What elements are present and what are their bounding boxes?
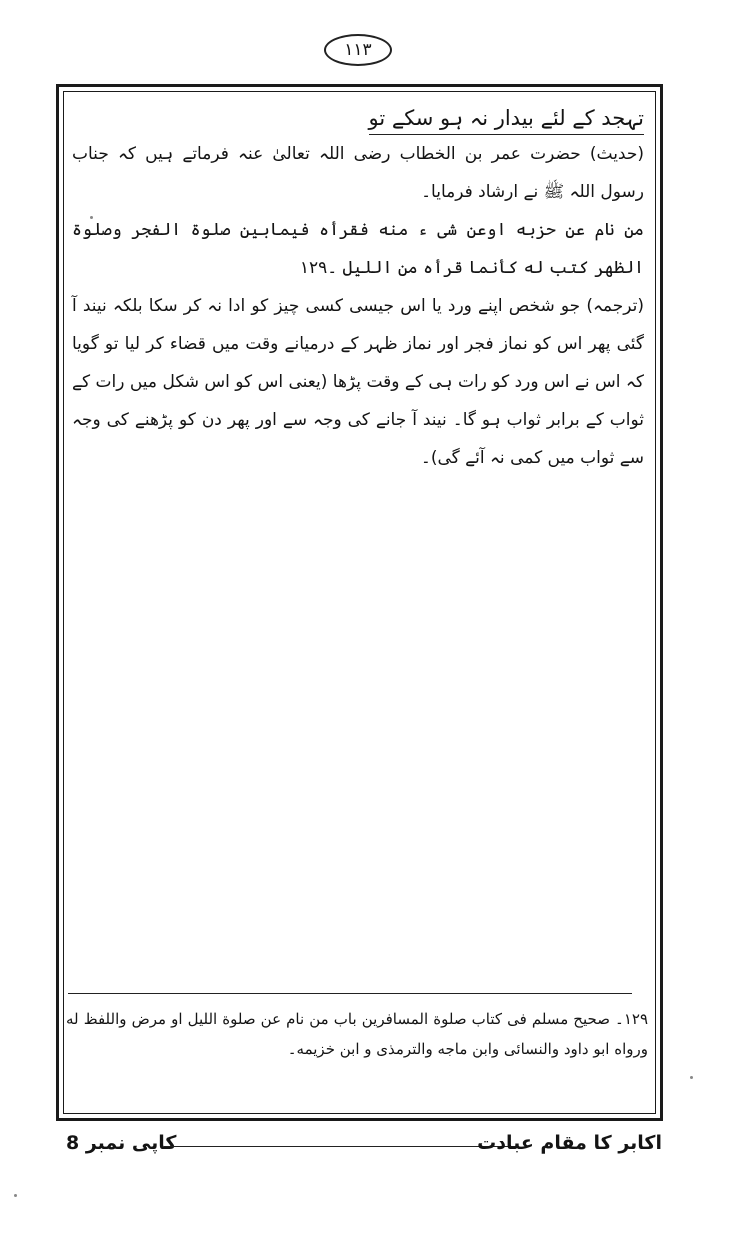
scan-speck: [90, 216, 93, 219]
translation-paragraph: (ترجمہ) جو شخص اپنے ورد یا اس جیسی کسی چیز کو ادا نہ کر سکا بلکہ نیند آ گئی پھر اس کو نماز فجر اور نماز ظہر کے درمیانے وقت میں قضاء کر لیا تو گویا کہ اس نے اس ورد کو رات ہی کے وقت پڑھا (یعنی اس کو اس شکل میں رات کے ثواب کے برابر ثواب ہو گا۔ نیند آ جانے کی وجہ سے اور پھر دن کو پڑھنے کی وجہ سے ثواب میں کمی نہ آئے گی)۔: [72, 296, 644, 468]
copy-number-label: کاپی نمبر 8: [66, 1132, 177, 1154]
footnote-divider: [68, 993, 632, 994]
section-heading: تہجد کے لئے بیدار نہ ہو سکے تو: [369, 106, 644, 135]
page-number: ١١٣: [324, 34, 392, 66]
hadith-intro: (حدیث) حضرت عمر بن الخطاب رضی اللہ تعالیٰ عنہ فرماتے ہیں کہ جناب رسول اللہ ﷺ نے ارشاد فرمایا۔: [72, 144, 644, 202]
main-content: [68, 100, 648, 477]
footer-divider: [164, 1146, 516, 1147]
arabic-hadith: من نام عن حزبه اوعن شی ء منه فقرأه فيمابين صلوة الفجر وصلوة الظهر كتب له كأنما قرأه من الليل ۔١٢٩: [72, 220, 644, 278]
scan-speck: [690, 1076, 693, 1079]
page-footer: [66, 1128, 666, 1162]
scan-speck: [14, 1194, 17, 1197]
book-title: اکابر کا مقام عبادت: [477, 1132, 662, 1154]
footnote: ١٢٩۔ صحيح مسلم فی كتاب صلوة المسافرين باب من نام عن صلوة الليل او مرض واللفظ له ورواه ابو داود والنسائی وابن ماجه والترمذی و ابن خزيمه۔: [66, 1010, 648, 1058]
